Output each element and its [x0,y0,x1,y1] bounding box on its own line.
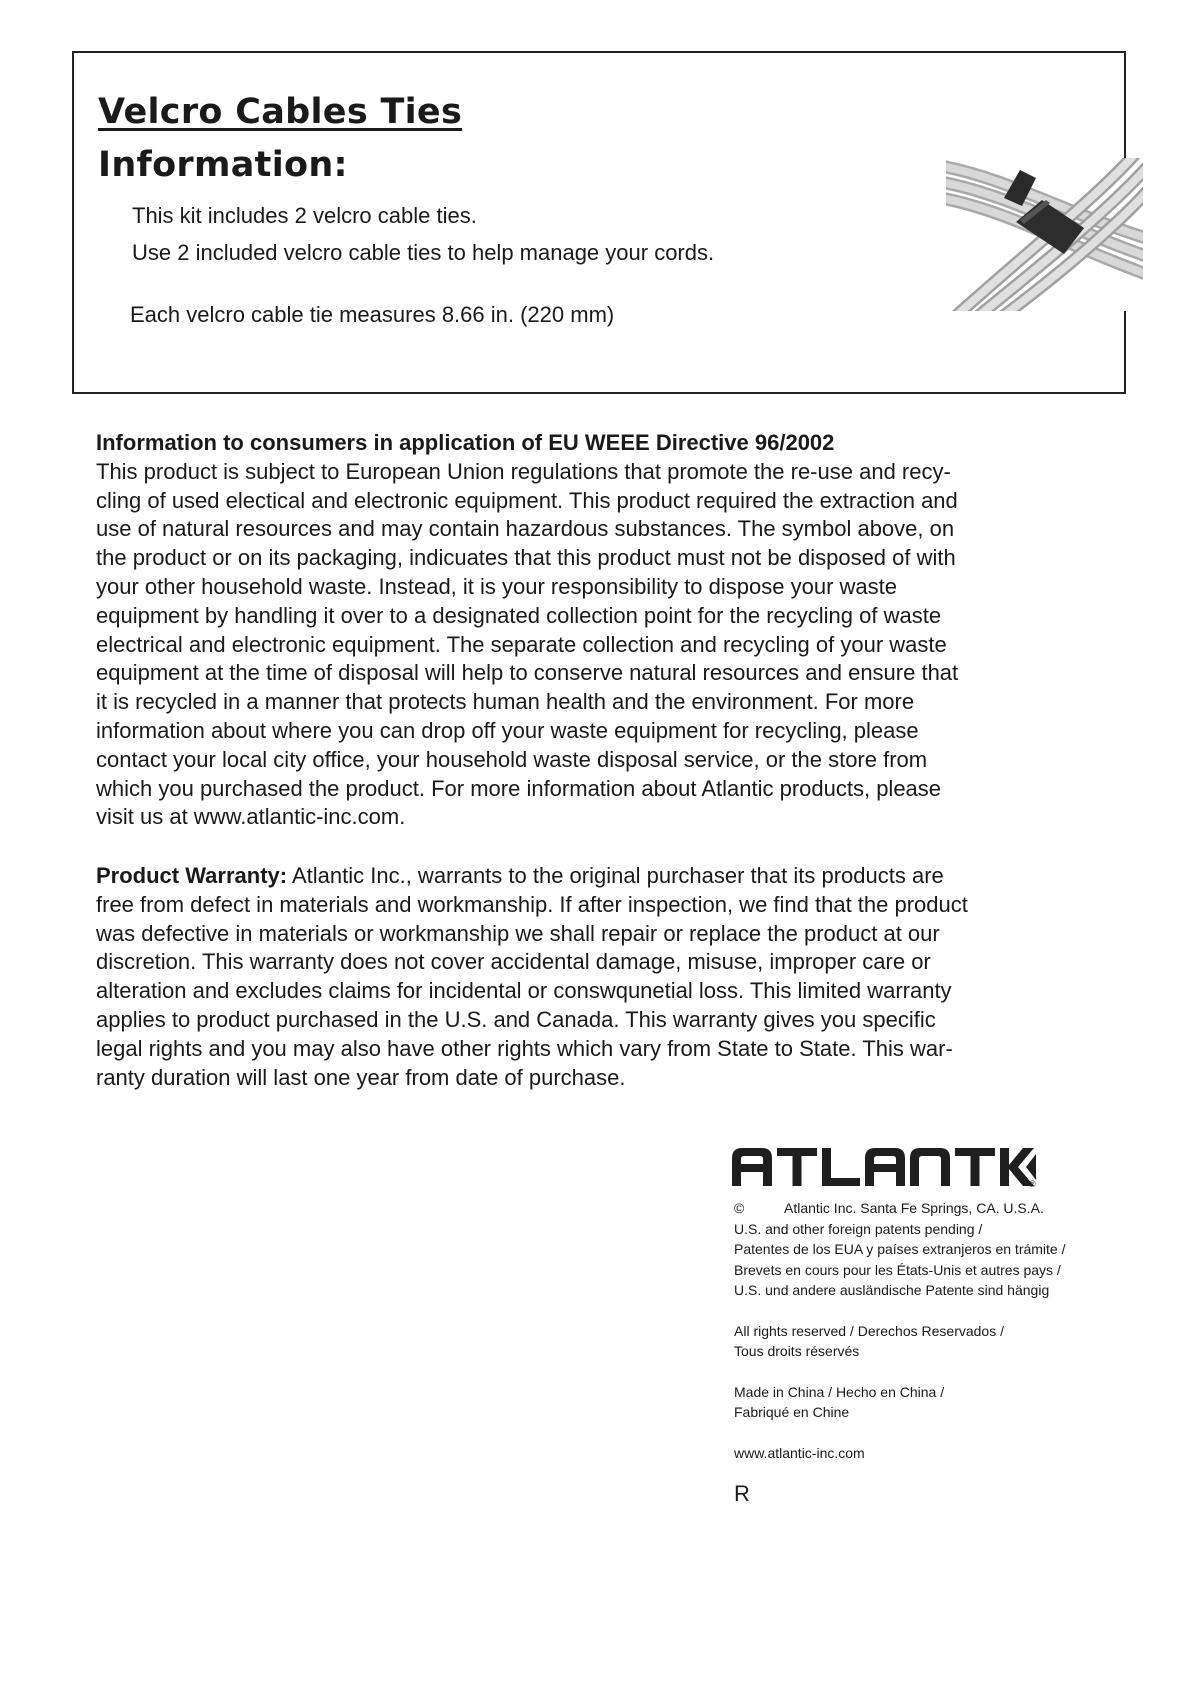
kit-contents-text: This kit includes 2 velcro cable ties. [132,203,477,228]
measurement-text: Each velcro cable tie measures 8.66 in. (220 mm) [130,302,615,327]
warranty-line: applies to product purchased in the U.S. and Canada. This warranty gives you specific [96,1006,936,1032]
warranty-line: alteration and excludes claims for incidental or conswqunetial loss. This limited warranty [96,978,952,1004]
copyright-line [734,1198,1066,1219]
warranty-line: discretion. This warranty does not cover accidental damage, misuse, improper care or [96,949,931,975]
website-text: www.atlantic-inc.com [734,1444,865,1461]
weee-line: electrical and electronic equipment. The separate collection and recycling of your waste [96,631,947,657]
cable-tie-photo-icon [946,158,1143,311]
patent-line: Patentes de los EUA y países extranjeros en trámite / [734,1241,1066,1257]
weee-line: the product or on its packaging, indicuates that this product must not be disposed of with [96,545,956,571]
warranty-first-line-text: Atlantic Inc., warrants to the original purchaser that its products are [287,863,944,888]
page-title: Velcro Cables Ties [98,92,463,132]
weee-heading: Information to consumers in application of EU WEEE Directive 96/2002 [96,430,835,455]
warranty-section [96,862,1056,1092]
info-box [72,51,1126,394]
warranty-label: Product Warranty: [96,863,288,888]
atlantic-logo-icon [732,1146,1042,1188]
registered-mark: ® [1029,1179,1036,1188]
r-mark: R [734,1481,750,1506]
weee-line: contact your local city office, your household waste disposal service, or the store from [96,746,928,772]
weee-line: equipment at the time of disposal will help to conserve natural resources and ensure that [96,660,959,686]
weee-section [96,429,1056,832]
warranty-line: legal rights and you may also have other rights which vary from State to State. This war- [96,1035,953,1061]
usage-text: Use 2 included velcro cable ties to help manage your cords. [132,240,715,265]
warranty-line: was defective in materials or workmanship we shall repair or replace the product at our [96,920,940,946]
info-subtitle: Information: [98,145,348,185]
patent-line: Brevets en cours pour les États-Unis et autres pays / [734,1261,1061,1278]
rights-line: All rights reserved / Derechos Reservados / [734,1322,1004,1339]
company-address: Atlantic Inc. Santa Fe Springs, CA. U.S.A. [784,1200,1044,1216]
weee-line: information about where you can drop off your waste equipment for recycling, please [96,717,919,743]
rights-line: Tous droits réservés [734,1343,860,1359]
made-in-line: Made in China / Hecho en China / [734,1383,945,1400]
patent-line: U.S. und andere ausländische Patente sind hängig [734,1282,1050,1298]
warranty-line: free from defect in materials and workmanship. If after inspection, we find that the product [96,891,968,917]
legal-block [734,1198,1066,1463]
weee-line: it is recycled in a manner that protects human health and the environment. For more [96,689,915,715]
weee-line: This product is subject to European Union regulations that promote the re-use and recy- [96,458,951,484]
warranty-line: ranty duration will last one year from date of purchase. [96,1064,626,1090]
weee-line: your other household waste. Instead, it is your responsibility to dispose your waste [96,573,897,599]
weee-line: equipment by handling it over to a designated collection point for the recycling of waste [96,602,942,628]
copyright-symbol: © [734,1200,745,1216]
weee-line: use of natural resources and may contain hazardous substances. The symbol above, on [96,516,955,542]
patent-line: U.S. and other foreign patents pending / [734,1220,983,1237]
weee-line: cling of used electical and electronic equipment. This product required the extraction and [96,487,958,513]
warranty-first-line [96,862,1056,891]
weee-line: which you purchased the product. For more information about Atlantic products, please [96,775,942,801]
made-in-line: Fabriqué en Chine [734,1404,850,1420]
weee-line: visit us at www.atlantic-inc.com. [96,804,406,830]
